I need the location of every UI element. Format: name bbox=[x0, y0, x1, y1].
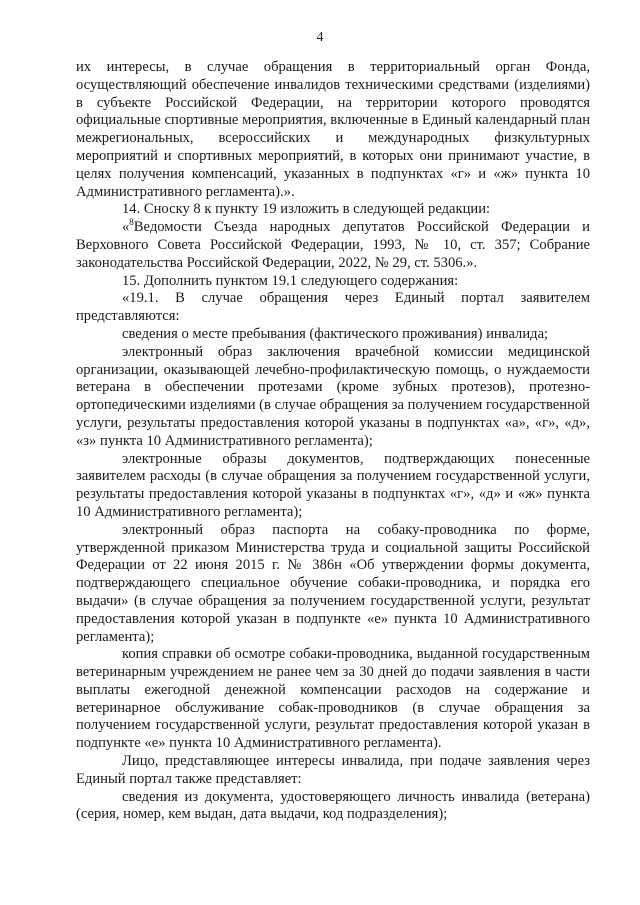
paragraph-representative: Лицо, представляющее интересы инвалида, при подаче заявления через Единый портал также представляет: bbox=[76, 753, 590, 787]
footnote-marker: 8 bbox=[129, 217, 134, 228]
page-number: 4 bbox=[316, 30, 324, 45]
paragraph-identity-document: сведения из документа, удостоверяющего личность инвалида (ветерана) (серия, номер, кем выдан, дата выдачи, код подразделения); bbox=[76, 788, 590, 823]
paragraph-item-14: 14. Сноску 8 к пункту 19 изложить в следующей редакции: bbox=[122, 201, 491, 218]
footnote-open-quote: « bbox=[122, 219, 130, 236]
paragraph-continuation: их интересы, в случае обращения в территориальный орган Фонда, осуществляющий обеспечение инвалидов техническими средствами (изделиями) в субъекте Российской Федерации, на территории которого проводятся официальные спортивные мероприятия, включенные в Единый календарный план межрегиональных, всероссийских и международных физкультурных мероприятий и спортивных мероприятий, в которых они принимают участие, в целях получения компенсаций, указанных в подпунктах «г» и «ж» пункта 10 Административного регламента).». bbox=[76, 59, 590, 200]
paragraph-item-15: 15. Дополнить пунктом 19.1 следующего содержания: bbox=[122, 272, 459, 289]
paragraph-medical-commission: электронный образ заключения врачебной комиссии медицинской организации, оказывающей лечебно-профилактическую помощь, о нуждаемости ветерана в обеспечении протезами (кроме зубных протезов), протезно-ортопедическими изделиями (в случае обращения за получением государственной услуги, результаты предоставления которой указаны в подпунктах «а», «г», «д», «з» пункта 10 Административного регламента); bbox=[76, 343, 590, 449]
paragraph-expense-documents: электронные образы документов, подтверждающих понесенные заявителем расходы (в случае обращения за получением государственной услуги, результаты предоставления которой указаны в подпунктах «г», «д» и «ж» пункта 10 Административного регламента); bbox=[76, 450, 590, 520]
paragraph-residence-info: сведения о месте пребывания (фактического проживания) инвалида; bbox=[122, 325, 549, 342]
footnote-text: Ведомости Съезда народных депутатов Российской Федерации и Верховного Совета Российской Федерации, 1993, № 10, ст. 357; Собрание законодательства Российской Федерации, 2022, № 29, ст. 5306.». bbox=[76, 219, 590, 271]
paragraph-veterinary-certificate: копия справки об осмотре собаки-проводника, выданной государственным ветеринарным учреждением не ранее чем за 30 дней до подачи заявления в части выплаты ежегодной денежной компенсации расходов на содержание и ветеринарное обслуживание собак-проводников (в случае обращения за получением государственной услуги, результат предоставления которой указан в подпункте «е» пункта 10 Административного регламента). bbox=[76, 646, 590, 752]
document-body bbox=[76, 59, 590, 824]
paragraph-guide-dog-passport: электронный образ паспорта на собаку-проводника по форме, утвержденной приказом Министерства труда и социальной защиты Российской Федерации от 22 июня 2015 г. № 386н «Об утверждении формы документа, подтверждающего специальное обучение собаки-проводника, и порядка его выдачи» (в случае обращения за получением государственной услуги, результат предоставления которой указан в подпункте «е» пункта 10 Административного регламента); bbox=[76, 521, 590, 645]
paragraph-footnote-8 bbox=[76, 219, 590, 272]
paragraph-item-19-1: «19.1. В случае обращения через Единый портал заявителем представляются: bbox=[76, 290, 590, 325]
